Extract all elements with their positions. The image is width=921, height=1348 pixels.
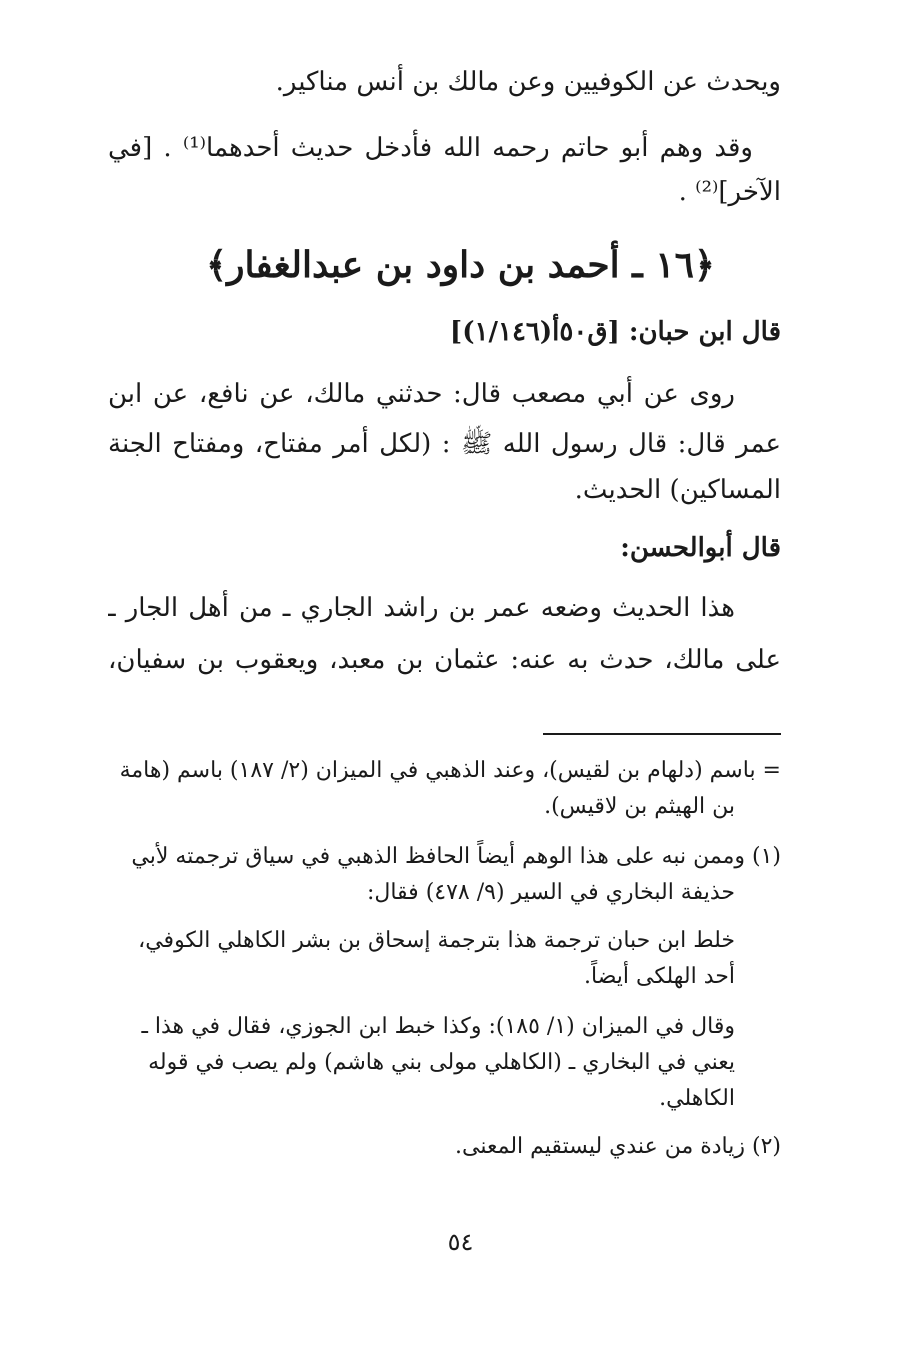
hadith-line-2: عمر قال: قال رسول الله ﷺ : (لكل أمر مفتاح، ومفتاح الجنة (108, 429, 781, 459)
page-number: ٥٤ (447, 1228, 474, 1256)
footnote-2: (٢) زيادة من عندي ليستقيم المعنى. (455, 1134, 781, 1159)
footnote-1-mizan-line-2: يعني في البخاري ـ (الكاهلي مولى بني هاشم) ولم يصب في قوله (148, 1050, 735, 1075)
body-line-2: وقد وهم أبو حاتم رحمه الله فأدخل حديث أحدهما⁽¹⁾ . [في (108, 133, 753, 163)
footnote-1-mizan-line-1: وقال في الميزان (١/ ١٨٥): وكذا خبط ابن الجوزي، فقال في هذا ـ (141, 1014, 735, 1039)
source-citation: قال ابن حبان: [ق٥٠أ(١/١٤٦)] (449, 317, 781, 347)
footnote-1-line-2: حذيفة البخاري في السير (٩/ ٤٧٨) فقال: (366, 880, 735, 905)
footnote-continuation-line-2: بن الهيثم بن لاقيس). (544, 794, 735, 819)
footnote-1-line-1: (١) وممن نبه على هذا الوهم أيضاً الحافظ الذهبي في سياق ترجمته لأبي (131, 844, 781, 869)
hadith-line-3: المساكين) الحديث. (574, 475, 781, 505)
commentator-heading: قال أبوالحسن: (620, 533, 781, 563)
body-line-1: ويحدث عن الكوفيين وعن مالك بن أنس مناكير. (275, 67, 781, 97)
body-line-3: الآخر]⁽²⁾ . (678, 177, 781, 207)
footnote-continuation-line-1: = باسم (دلهام بن لقيس)، وعند الذهبي في الميزان (٢/ ١٨٧) باسم (هامة (119, 758, 781, 783)
footnote-separator (543, 733, 781, 735)
comment-line-2: على مالك، حدث به عنه: عثمان بن معبد، ويعقوب بن سفيان، (108, 645, 781, 675)
hadith-line-1: روى عن أبي مصعب قال: حدثني مالك، عن نافع، عن ابن (108, 379, 735, 409)
comment-line-1: هذا الحديث وضعه عمر بن راشد الجاري ـ من أهل الجار ـ (108, 593, 735, 623)
footnote-1-quote-line-1: خلط ابن حبان ترجمة هذا بترجمة إسحاق بن بشر الكاهلي الكوفي، (138, 928, 735, 953)
footnote-1-mizan-line-3: الكاهلي. (659, 1086, 735, 1111)
footnote-1-quote-line-2: أحد الهلكى أيضاً. (584, 964, 735, 989)
entry-heading: ﴿١٦ ـ أحمد بن داود بن عبدالغفار﴾ (205, 244, 715, 286)
